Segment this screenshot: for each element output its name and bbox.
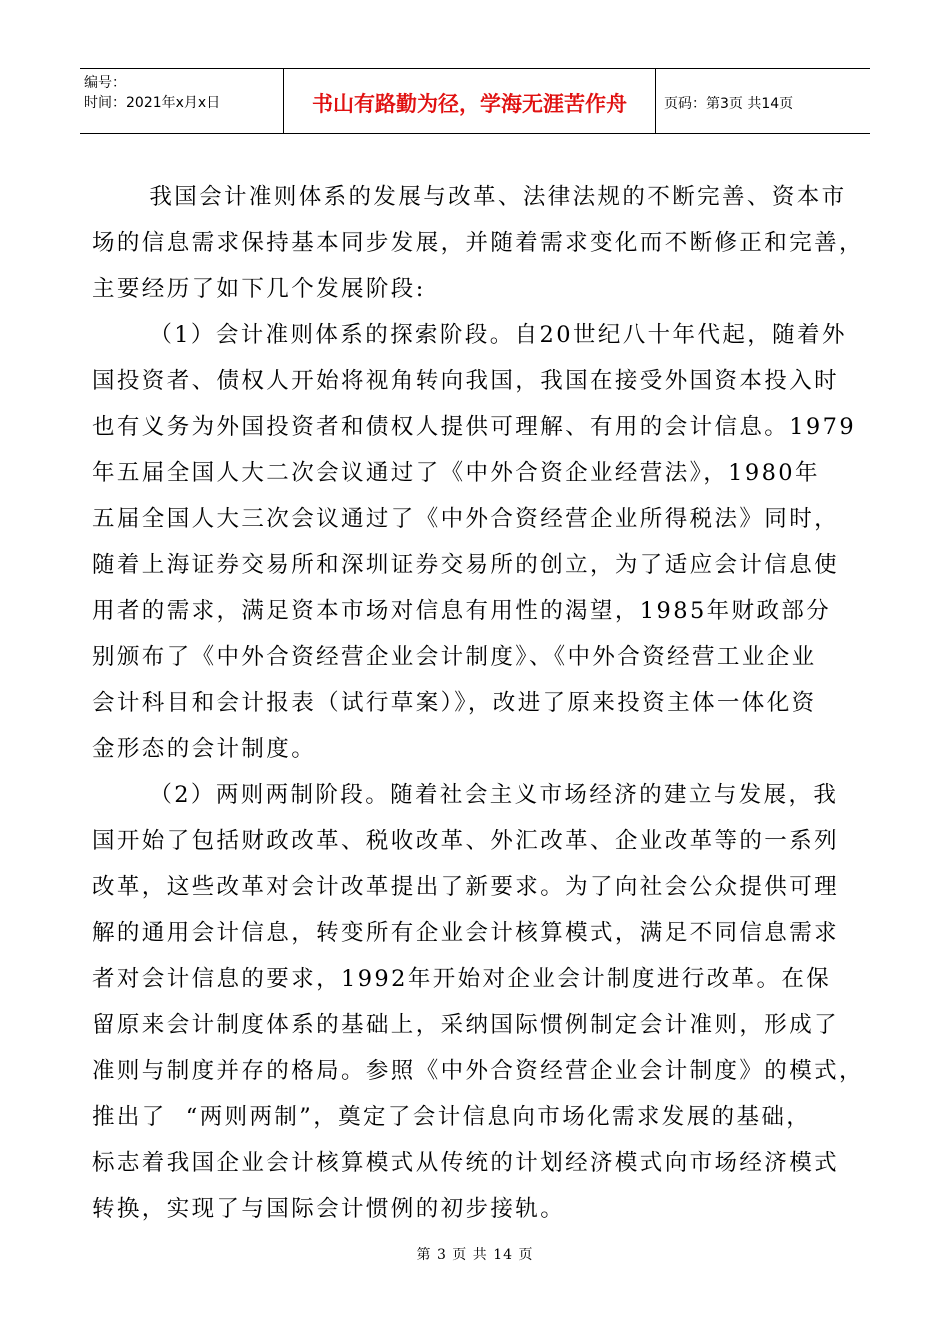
body-line: 我国会计准则体系的发展与改革、法律法规的不断完善、资本市 bbox=[92, 184, 847, 210]
body-line: 者对会计信息的要求，1992年开始对企业会计制度进行改革。在保 bbox=[92, 966, 832, 992]
body-line: 会计科目和会计报表（试行草案）》，改进了原来投资主体一体化资 bbox=[92, 690, 817, 716]
body-line: 推出了 “两则两制”，奠定了会计信息向市场化需求发展的基础， bbox=[92, 1104, 812, 1130]
body-line: 年五届全国人大二次会议通过了《中外合资企业经营法》，1980年 bbox=[92, 460, 820, 486]
body-line: 用者的需求，满足资本市场对信息有用性的渴望，1985年财政部分 bbox=[92, 598, 832, 624]
body-line: 留原来会计制度体系的基础上，采纳国际惯例制定会计准则，形成了 bbox=[92, 1012, 840, 1038]
body-line: 金形态的会计制度。 bbox=[92, 736, 317, 762]
header-motto: 书山有路勤为径，学海无涯苦作舟 bbox=[284, 69, 656, 133]
body-line: 随着上海证券交易所和深圳证券交易所的创立，为了适应会计信息使 bbox=[92, 552, 840, 578]
body-line: （1）会计准则体系的探索阶段。自20世纪八十年代起，随着外 bbox=[92, 322, 847, 348]
body-line: 场的信息需求保持基本同步发展，并随着需求变化而不断修正和完善， bbox=[92, 230, 864, 256]
document-date: 时间：2021年x月x日 bbox=[84, 95, 221, 111]
body-line: 别颁布了《中外合资经营企业会计制度》、《中外合资经营工业企业 bbox=[92, 644, 817, 670]
body-line: （2）两则两制阶段。随着社会主义市场经济的建立与发展，我 bbox=[92, 782, 839, 808]
body-line: 改革，这些改革对会计改革提出了新要求。为了向社会公众提供可理 bbox=[92, 874, 840, 900]
document-number: 编号： bbox=[84, 75, 126, 91]
body-line: 也有义务为外国投资者和债权人提供可理解、有用的会计信息。1979 bbox=[92, 414, 857, 440]
body-line: 五届全国人大三次会议通过了《中外合资经营企业所得税法》同时， bbox=[92, 506, 840, 532]
page-header bbox=[80, 68, 870, 134]
body-line: 解的通用会计信息，转变所有企业会计核算模式，满足不同信息需求 bbox=[92, 920, 840, 946]
document-body bbox=[92, 174, 882, 1232]
body-line: 主要经历了如下几个发展阶段: bbox=[92, 276, 426, 302]
body-line: 准则与制度并存的格局。参照《中外合资经营企业会计制度》的模式， bbox=[92, 1058, 864, 1084]
body-line: 标志着我国企业会计核算模式从传统的计划经济模式向市场经济模式 bbox=[92, 1150, 840, 1176]
body-line: 国投资者、债权人开始将视角转向我国，我国在接受外国资本投入时 bbox=[92, 368, 840, 394]
header-left-cell bbox=[80, 69, 284, 133]
body-line: 国开始了包括财政改革、税收改革、外汇改革、企业改革等的一系列 bbox=[92, 828, 840, 854]
body-line: 转换，实现了与国际会计惯例的初步接轨。 bbox=[92, 1196, 566, 1222]
page-footer: 第 3 页 共 14 页 bbox=[416, 1247, 534, 1263]
header-page-info: 页码：第3页 共14页 bbox=[664, 96, 794, 112]
